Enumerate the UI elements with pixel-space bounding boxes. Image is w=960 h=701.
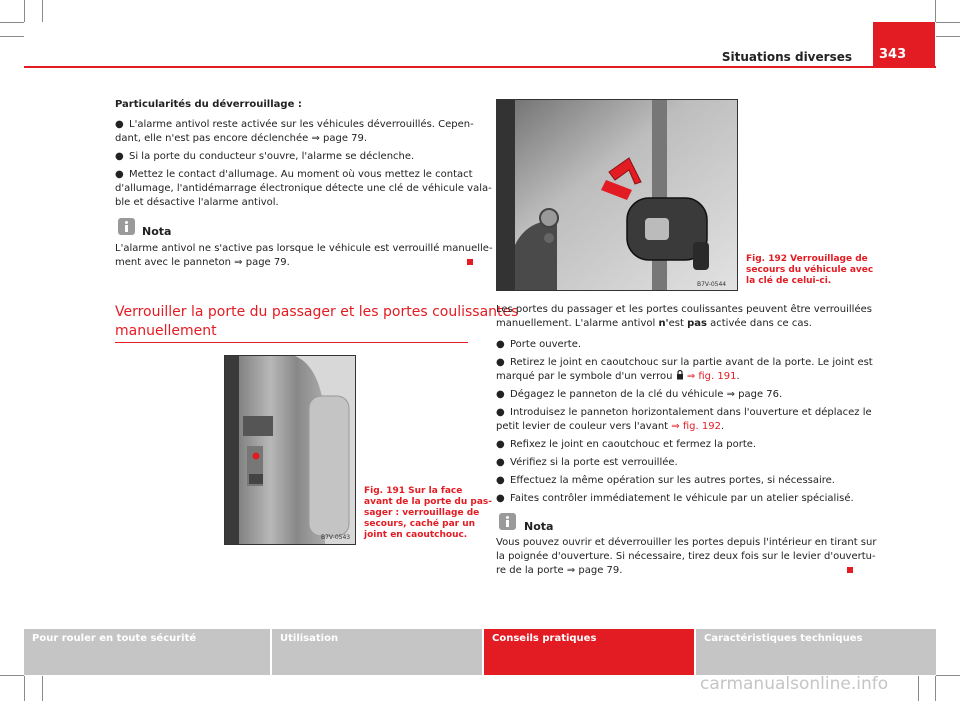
- info-icon: [499, 513, 516, 530]
- caption-line: Fig. 191 Sur la face: [364, 486, 463, 496]
- footer-tab-label: Caractéristiques techniques: [704, 633, 863, 644]
- bullet-icon: ●: [496, 389, 505, 400]
- step-text-part: petit levier de couleur vers l'avant: [496, 421, 669, 432]
- bullet-icon: ●: [496, 339, 505, 350]
- bullet-text: dant, elle n'est pas encore déclenchée ⇒ page 79.: [115, 133, 368, 144]
- step-text: Porte ouverte.: [510, 339, 582, 350]
- step-text: Effectuez la même opération sur les autres portes, si nécessaire.: [510, 475, 835, 486]
- bullet-icon: ●: [496, 493, 505, 504]
- step-text: Introduisez le panneton horizontalement dans l'ouverture et déplacez le: [510, 407, 872, 418]
- figure-code: B7V-0543: [321, 534, 351, 541]
- figure-192-image: [496, 99, 738, 291]
- bullet-icon: ●: [496, 475, 505, 486]
- footer-tab-technical-specs[interactable]: [696, 629, 936, 675]
- footer-tab-usage[interactable]: [272, 629, 482, 675]
- bullet-text: L'alarme antivol reste activée sur les véhicules déverrouillés. Cepen-: [129, 119, 474, 130]
- caption-line: secours du véhicule avec: [746, 265, 874, 275]
- figure-192-caption: [746, 254, 874, 287]
- crop-mark: [935, 676, 936, 701]
- figure-reference-link[interactable]: ⇒ fig. 191: [686, 371, 737, 382]
- crop-mark: [24, 676, 25, 701]
- nota-text: re de la porte ⇒ page 79.: [496, 565, 623, 576]
- watermark-text: carmanualsonline.info: [700, 674, 889, 694]
- caption-line: secours, caché par un: [364, 519, 476, 529]
- crop-mark: [0, 22, 24, 23]
- section-title-line: manuellement: [115, 323, 217, 339]
- section-title: [115, 303, 519, 341]
- footer-tab-label: Pour rouler en toute sécurité: [32, 633, 197, 644]
- caption-line: avant de la porte du pas-: [364, 497, 493, 507]
- crop-mark: [24, 0, 25, 22]
- bullet-icon: ●: [115, 169, 124, 180]
- step-text: marqué par le symbole d'un verrou ⇒ fig. 191.: [496, 371, 740, 382]
- nota-text: Vous pouvez ouvrir et déverrouiller les portes depuis l'intérieur en tirant sur: [496, 537, 877, 548]
- unlock-heading: Particularités du déverrouillage :: [115, 99, 302, 110]
- bullet-text: Si la porte du conducteur s'ouvre, l'alarme se déclenche.: [129, 151, 415, 162]
- caption-line: sager : verrouillage de: [364, 508, 480, 518]
- intro-text-part: est: [668, 318, 688, 329]
- step-text: Faites contrôler immédiatement le véhicule par un atelier spécialisé.: [510, 493, 854, 504]
- intro-text-part: activée dans ce cas.: [706, 318, 812, 329]
- nota-text: ment avec le panneton ⇒ page 79.: [115, 257, 290, 268]
- section-end-mark: [467, 259, 473, 265]
- crop-mark: [0, 675, 24, 676]
- bullet-text: ble et désactive l'alarme antivol.: [115, 197, 279, 208]
- crop-mark: [936, 22, 960, 23]
- bullet-icon: ●: [115, 119, 124, 130]
- bullet-icon: ●: [115, 151, 124, 162]
- intro-text-emphasis: n': [658, 318, 669, 329]
- info-icon: [118, 218, 135, 235]
- bullet-icon: ●: [496, 357, 505, 368]
- crop-mark: [936, 675, 960, 676]
- footer-tab-label: Utilisation: [280, 633, 339, 644]
- crop-mark: [935, 0, 936, 22]
- figure-reference-link[interactable]: ⇒ fig. 192: [671, 421, 721, 432]
- bullet-text: Mettez le contact d'allumage. Au moment où vous mettez le contact: [129, 169, 473, 180]
- figure-191-image: [224, 355, 356, 545]
- crop-mark: [936, 36, 960, 37]
- caption-line: Fig. 192 Verrouillage de: [746, 254, 868, 264]
- footer-tab-label: Conseils pratiques: [492, 633, 597, 644]
- step-text: petit levier de couleur vers l'avant ⇒ fig. 192.: [496, 421, 725, 432]
- footer-tab-safety[interactable]: [24, 629, 270, 675]
- nota-text: L'alarme antivol ne s'active pas lorsque le véhicule est verrouillé manuelle-: [115, 243, 493, 254]
- intro-text: Les portes du passager et les portes coulissantes peuvent être verrouillées: [496, 304, 872, 315]
- figure-191-caption: [364, 486, 493, 541]
- page-number: 343: [873, 22, 935, 68]
- bullet-icon: ●: [496, 457, 505, 468]
- intro-text-part: manuellement. L'alarme antivol: [496, 318, 659, 329]
- step-text: Vérifiez si la porte est verrouillée.: [510, 457, 678, 468]
- bullet-icon: ●: [496, 439, 505, 450]
- step-text: Retirez le joint en caoutchouc sur la partie avant de la porte. Le joint est: [510, 357, 873, 368]
- nota-title: Nota: [142, 225, 172, 238]
- intro-text-emphasis: pas: [687, 318, 707, 329]
- crop-mark: [42, 0, 43, 22]
- nota-title: Nota: [524, 520, 554, 533]
- step-text: Dégagez le panneton de la clé du véhicule ⇒ page 76.: [510, 389, 783, 400]
- crop-mark: [42, 676, 43, 701]
- lock-icon: [676, 370, 684, 380]
- caption-line: la clé de celui-ci.: [746, 276, 832, 286]
- crop-mark: [0, 36, 24, 37]
- step-text-part: marqué par le symbole d'un verrou: [496, 371, 673, 382]
- figure-code: B7V-0544: [697, 281, 727, 288]
- bullet-icon: ●: [496, 407, 505, 418]
- section-end-mark: [847, 567, 853, 573]
- section-title-line: Verrouiller la porte du passager et les portes coulissantes: [115, 304, 519, 320]
- page-header-title: Situations diverses: [721, 50, 852, 64]
- bullet-text: d'allumage, l'antidémarrage électronique détecte une clé de véhicule vala-: [115, 183, 492, 194]
- footer-tab-practical-tips[interactable]: [484, 629, 694, 675]
- nota-text: la poignée d'ouverture. Si nécessaire, tirez deux fois sur le levier d'ouvertu-: [496, 551, 876, 562]
- step-text: Refixez le joint en caoutchouc et fermez la porte.: [510, 439, 757, 450]
- header-rule: [24, 66, 936, 68]
- section-rule: [115, 342, 468, 343]
- intro-text: [496, 317, 812, 331]
- crop-mark: [918, 676, 919, 701]
- caption-line: joint en caoutchouc.: [364, 530, 468, 540]
